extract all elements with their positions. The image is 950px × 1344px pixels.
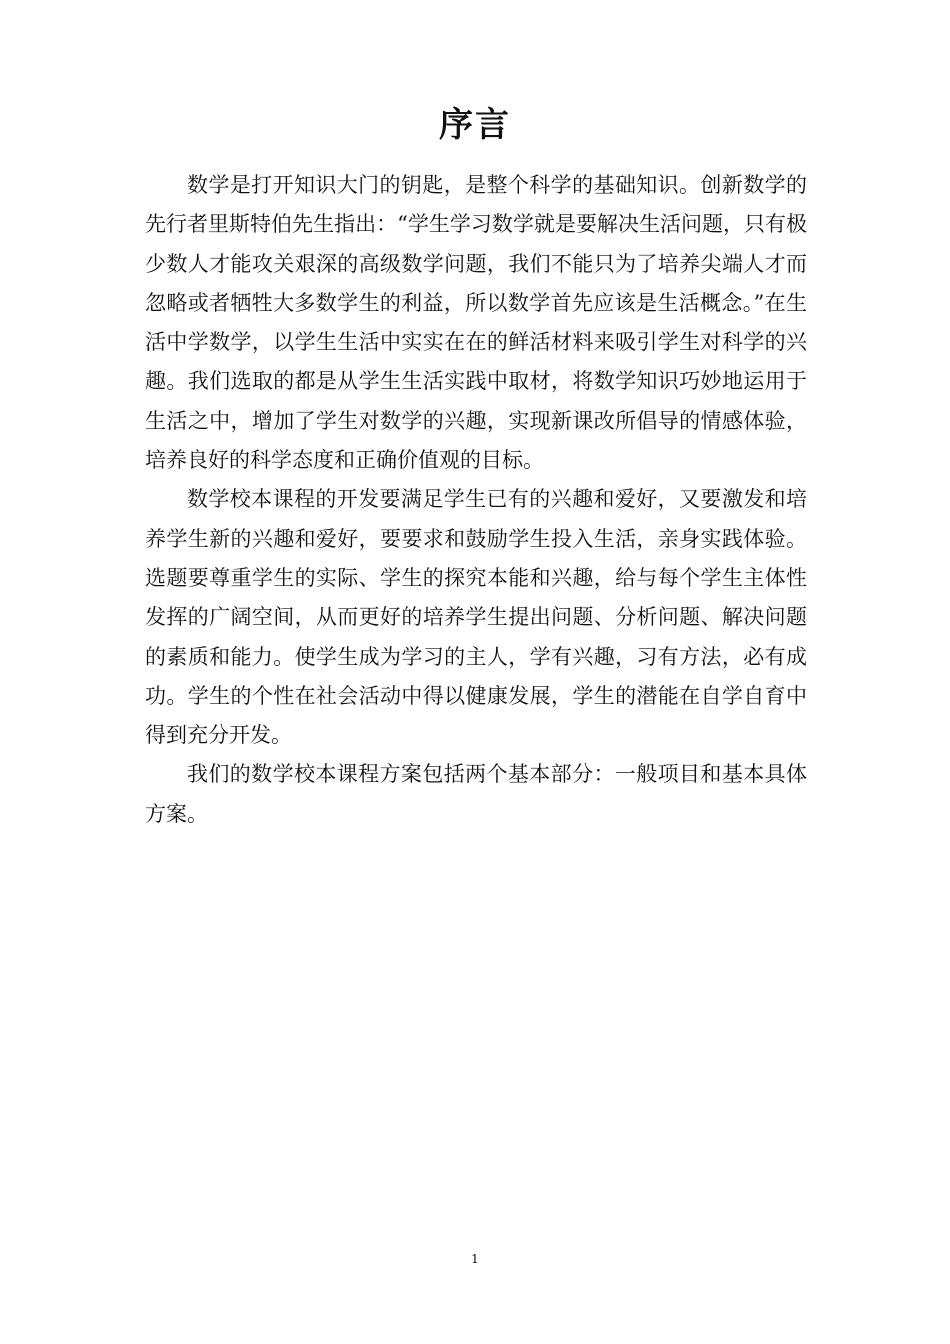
paragraph-2: 数学校本课程的开发要满足学生已有的兴趣和爱好，又要激发和培养学生新的兴趣和爱好，要要求和鼓励学生投入生活，亲身实践体验。选题要尊重学生的实际、学生的探究本能和兴趣，给与每个学生主体性发挥的广阔空间，从而更好的培养学生提出问题、分析问题、解决问题的素质和能力。使学生成为学习的主人，学有兴趣，习有方法，必有成功。学生的个性在社会活动中得以健康发展，学生的潜能在自学自育中得到充分开发。	[145, 487, 807, 748]
document-body	[145, 166, 807, 834]
document-title: 序言	[439, 105, 511, 145]
paragraph-1: 数学是打开知识大门的钥匙，是整个科学的基础知识。创新数学的先行者里斯特伯先生指出：“学生学习数学就是要解决生活问题，只有极少数人才能攻关艰深的高级数学问题，我们不能只为了培养尖端人才而忽略或者牺牲大多数学生的利益，所以数学首先应该是生活概念。”在生活中学数学，以学生生活中实实在在的鲜活材料来吸引学生对科学的兴趣。我们选取的都是从学生生活实践中取材，将数学知识巧妙地运用于生活之中，增加了学生对数学的兴趣，实现新课改所倡导的情感体验，培养良好的科学态度和正确价值观的目标。	[145, 173, 807, 473]
paragraph-3: 我们的数学校本课程方案包括两个基本部分：一般项目和基本具体方案。	[145, 762, 807, 826]
page-number: 1	[471, 1252, 479, 1266]
